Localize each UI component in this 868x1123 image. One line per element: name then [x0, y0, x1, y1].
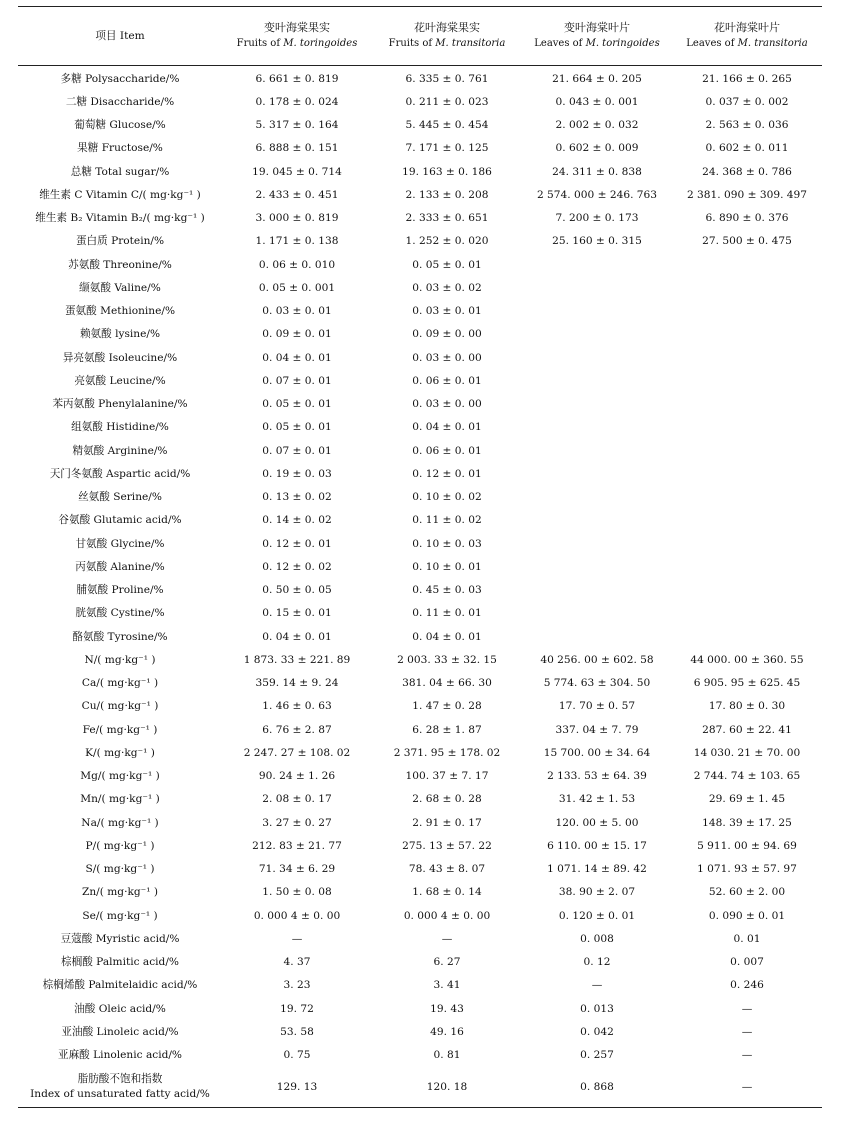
cell-leaves-toringoides: 2 133. 53 ± 64. 39 — [547, 770, 647, 783]
cell-fruits-transitoria: 2. 91 ± 0. 17 — [412, 816, 482, 829]
cell-leaves-transitoria — [672, 486, 822, 509]
header-col3-en: Leaves of M. toringoides — [534, 38, 660, 49]
cell-leaves-transitoria — [672, 439, 822, 462]
table-row — [18, 276, 822, 299]
header-fruits-transitoria — [372, 7, 522, 66]
cell-fruits-toringoides: 0. 12 ± 0. 02 — [262, 560, 332, 573]
cell-fruits-toringoides: 3. 27 ± 0. 27 — [262, 816, 332, 829]
cell-fruits-toringoides: 2. 08 ± 0. 17 — [262, 793, 332, 806]
cell-fruits-toringoides: 1. 50 ± 0. 08 — [262, 886, 332, 899]
table-row — [18, 486, 822, 509]
table-row — [18, 137, 822, 160]
cell-leaves-toringoides — [522, 253, 672, 276]
row-label: 精氨酸 Arginine/% — [72, 444, 168, 457]
cell-fruits-toringoides: 0. 000 4 ± 0. 00 — [253, 909, 341, 922]
cell-leaves-transitoria: 44 000. 00 ± 360. 55 — [690, 653, 804, 666]
cell-fruits-toringoides: 0. 04 ± 0. 01 — [262, 630, 332, 643]
table-row — [18, 997, 822, 1020]
cell-leaves-toringoides: 0. 008 — [580, 932, 614, 945]
row-label: 多糖 Polysaccharide/% — [60, 72, 180, 85]
header-col2-cn: 花叶海棠果实 — [414, 21, 480, 34]
cell-leaves-toringoides — [522, 625, 672, 648]
cell-fruits-toringoides: 90. 24 ± 1. 26 — [258, 770, 336, 783]
cell-leaves-transitoria — [672, 253, 822, 276]
cell-fruits-toringoides: 0. 05 ± 0. 01 — [262, 421, 332, 434]
row-label: 蛋白质 Protein/% — [75, 235, 165, 248]
header-col4-en: Leaves of M. transitoria — [686, 38, 808, 49]
table-row — [18, 416, 822, 439]
table-row — [18, 625, 822, 648]
table-row — [18, 718, 822, 741]
table-row — [18, 741, 822, 764]
cell-fruits-toringoides: 0. 13 ± 0. 02 — [262, 491, 332, 504]
table-row — [18, 90, 822, 113]
cell-fruits-transitoria: 0. 09 ± 0. 00 — [412, 328, 482, 341]
cell-leaves-toringoides — [522, 486, 672, 509]
table-row-unsaturated-index — [18, 1067, 822, 1108]
header-col1-cn: 变叶海棠果实 — [264, 21, 330, 34]
cell-fruits-transitoria: 2. 333 ± 0. 651 — [405, 212, 489, 225]
cell-fruits-transitoria: 3. 41 — [433, 979, 461, 992]
cell-leaves-transitoria — [672, 369, 822, 392]
cell-fruits-toringoides: 6. 661 ± 0. 819 — [255, 72, 339, 85]
row-label: 丝氨酸 Serine/% — [78, 491, 162, 504]
cell-leaves-toringoides — [522, 439, 672, 462]
row-label: 豆蔻酸 Myristic acid/% — [60, 932, 180, 945]
header-leaves-transitoria — [672, 7, 822, 66]
table-row — [18, 300, 822, 323]
cell-fruits-transitoria: 5. 445 ± 0. 454 — [405, 119, 489, 132]
cell-fruits-toringoides: 0. 04 ± 0. 01 — [262, 351, 332, 364]
cell-leaves-toringoides — [522, 462, 672, 485]
cell-leaves-toringoides: 0. 043 ± 0. 001 — [555, 95, 639, 108]
cell-leaves-transitoria — [672, 602, 822, 625]
cell-fruits-transitoria: 19. 163 ± 0. 186 — [402, 165, 492, 178]
cell-leaves-transitoria: 0. 007 — [730, 956, 764, 969]
cell-fruits-toringoides: 359. 14 ± 9. 24 — [255, 677, 339, 690]
cell-fruits-toringoides: 0. 03 ± 0. 01 — [262, 305, 332, 318]
row-label-en: Index of unsaturated fatty acid/% — [30, 1087, 210, 1100]
row-label: Fe/( mg·kg⁻¹ ) — [82, 723, 158, 736]
header-col3-cn: 变叶海棠叶片 — [564, 21, 630, 34]
cell-leaves-transitoria: 0. 037 ± 0. 002 — [705, 95, 789, 108]
cell-fruits-transitoria: 0. 11 ± 0. 02 — [412, 514, 482, 527]
table-row — [18, 579, 822, 602]
cell-fruits-transitoria: 100. 37 ± 7. 17 — [405, 770, 489, 783]
row-label: 亚油酸 Linoleic acid/% — [61, 1025, 179, 1038]
cell-leaves-transitoria — [672, 416, 822, 439]
row-label: 苏氨酸 Threonine/% — [68, 258, 172, 271]
row-label: 甘氨酸 Glycine/% — [75, 537, 165, 550]
cell-fruits-toringoides: 2 247. 27 ± 108. 02 — [243, 746, 351, 759]
header-item — [18, 7, 222, 66]
cell-fruits-toringoides: 0. 07 ± 0. 01 — [262, 444, 332, 457]
table-row — [18, 230, 822, 253]
cell-leaves-transitoria — [672, 276, 822, 299]
header-fruits-toringoides — [222, 7, 372, 66]
cell-leaves-toringoides: 24. 311 ± 0. 838 — [552, 165, 642, 178]
cell-leaves-transitoria: 52. 60 ± 2. 00 — [708, 886, 786, 899]
cell-fruits-transitoria: 19. 43 — [430, 1002, 464, 1015]
cell-fruits-toringoides: 0. 06 ± 0. 010 — [258, 258, 336, 271]
cell-leaves-toringoides: 337. 04 ± 7. 79 — [555, 723, 639, 736]
cell-fruits-transitoria: 1. 47 ± 0. 28 — [412, 700, 482, 713]
row-label: 异亮氨酸 Isoleucine/% — [62, 351, 178, 364]
cell-leaves-transitoria — [672, 555, 822, 578]
cell-fruits-transitoria: 0. 03 ± 0. 01 — [412, 305, 482, 318]
cell-fruits-toringoides: 5. 317 ± 0. 164 — [255, 119, 339, 132]
row-label: 葡萄糖 Glucose/% — [74, 119, 166, 132]
cell-leaves-transitoria — [672, 323, 822, 346]
cell-leaves-transitoria — [672, 532, 822, 555]
table-row — [18, 555, 822, 578]
nutrient-table-page — [18, 6, 822, 1108]
cell-fruits-transitoria: 120. 18 — [372, 1067, 522, 1108]
header-item-label: 项目 Item — [95, 30, 145, 42]
table-row — [18, 253, 822, 276]
cell-leaves-toringoides — [522, 509, 672, 532]
row-label: 酪氨酸 Tyrosine/% — [72, 630, 168, 643]
cell-fruits-toringoides: 19. 045 ± 0. 714 — [252, 165, 342, 178]
cell-fruits-transitoria: 0. 000 4 ± 0. 00 — [403, 909, 491, 922]
cell-fruits-toringoides: 0. 12 ± 0. 01 — [262, 537, 332, 550]
cell-leaves-transitoria: 14 030. 21 ± 70. 00 — [693, 746, 801, 759]
cell-leaves-toringoides: 40 256. 00 ± 602. 58 — [540, 653, 654, 666]
cell-leaves-toringoides: 0. 602 ± 0. 009 — [555, 142, 639, 155]
cell-fruits-toringoides: 53. 58 — [280, 1025, 314, 1038]
cell-fruits-transitoria: 0. 06 ± 0. 01 — [412, 444, 482, 457]
table-row — [18, 881, 822, 904]
row-label: Se/( mg·kg⁻¹ ) — [82, 909, 158, 922]
cell-leaves-toringoides — [522, 369, 672, 392]
cell-fruits-toringoides: 0. 75 — [283, 1049, 311, 1062]
table-row — [18, 951, 822, 974]
cell-leaves-transitoria: 17. 80 ± 0. 30 — [708, 700, 786, 713]
cell-leaves-toringoides: 15 700. 00 ± 34. 64 — [543, 746, 651, 759]
cell-fruits-toringoides: 129. 13 — [222, 1067, 372, 1108]
cell-leaves-toringoides: 0. 12 — [583, 956, 611, 969]
table-row — [18, 788, 822, 811]
cell-fruits-transitoria: 0. 06 ± 0. 01 — [412, 374, 482, 387]
table-row — [18, 439, 822, 462]
cell-fruits-toringoides: 3. 000 ± 0. 819 — [255, 212, 339, 225]
cell-leaves-transitoria: 5 911. 00 ± 94. 69 — [697, 839, 797, 852]
row-label: P/( mg·kg⁻¹ ) — [85, 839, 155, 852]
cell-leaves-toringoides — [522, 300, 672, 323]
row-label: 脯氨酸 Proline/% — [76, 584, 164, 597]
cell-fruits-transitoria: 2 003. 33 ± 32. 15 — [397, 653, 497, 666]
row-label: N/( mg·kg⁻¹ ) — [84, 653, 156, 666]
table-body — [18, 66, 822, 1108]
cell-leaves-transitoria — [672, 579, 822, 602]
nutrient-composition-table — [18, 6, 822, 1108]
cell-leaves-toringoides: 31. 42 ± 1. 53 — [558, 793, 636, 806]
row-label: 亮氨酸 Leucine/% — [74, 374, 166, 387]
row-label: 谷氨酸 Glutamic acid/% — [58, 514, 182, 527]
cell-fruits-toringoides: 6. 888 ± 0. 151 — [255, 142, 339, 155]
cell-fruits-transitoria: 0. 04 ± 0. 01 — [412, 421, 482, 434]
cell-leaves-transitoria: — — [741, 1002, 753, 1015]
cell-fruits-transitoria: 1. 68 ± 0. 14 — [412, 886, 482, 899]
cell-fruits-toringoides: 3. 23 — [283, 979, 311, 992]
cell-leaves-toringoides: 120. 00 ± 5. 00 — [555, 816, 639, 829]
row-label: 丙氨酸 Alanine/% — [75, 560, 165, 573]
cell-fruits-toringoides: 0. 05 ± 0. 01 — [262, 398, 332, 411]
cell-leaves-transitoria: 27. 500 ± 0. 475 — [702, 235, 792, 248]
table-row — [18, 183, 822, 206]
row-label: 总糖 Total sugar/% — [70, 165, 170, 178]
row-label: Ca/( mg·kg⁻¹ ) — [81, 677, 159, 690]
cell-leaves-transitoria: 21. 166 ± 0. 265 — [702, 72, 792, 85]
row-label: 油酸 Oleic acid/% — [74, 1002, 166, 1015]
cell-leaves-toringoides: 0. 013 — [580, 1002, 614, 1015]
cell-leaves-transitoria: 0. 01 — [733, 932, 761, 945]
table-row — [18, 904, 822, 927]
row-label: 赖氨酸 lysine/% — [79, 328, 161, 341]
cell-fruits-transitoria: 0. 211 ± 0. 023 — [405, 95, 489, 108]
cell-leaves-transitoria — [672, 462, 822, 485]
cell-leaves-toringoides — [522, 276, 672, 299]
cell-leaves-transitoria: 29. 69 ± 1. 45 — [708, 793, 786, 806]
cell-fruits-toringoides: 0. 14 ± 0. 02 — [262, 514, 332, 527]
row-label: Mn/( mg·kg⁻¹ ) — [80, 793, 160, 806]
table-row — [18, 369, 822, 392]
cell-leaves-toringoides: 25. 160 ± 0. 315 — [552, 235, 642, 248]
cell-fruits-transitoria: 6. 335 ± 0. 761 — [405, 72, 489, 85]
cell-fruits-toringoides: 0. 07 ± 0. 01 — [262, 374, 332, 387]
row-label: K/( mg·kg⁻¹ ) — [85, 746, 155, 759]
row-label: 天门冬氨酸 Aspartic acid/% — [49, 467, 191, 480]
row-label-cn: 脂肪酸不饱和指数 — [77, 1072, 163, 1085]
cell-fruits-transitoria: 0. 03 ± 0. 02 — [412, 281, 482, 294]
cell-leaves-toringoides — [522, 346, 672, 369]
cell-fruits-transitoria: 0. 04 ± 0. 01 — [412, 630, 482, 643]
cell-leaves-toringoides: — — [591, 979, 603, 992]
table-row — [18, 602, 822, 625]
cell-fruits-transitoria: 0. 10 ± 0. 02 — [412, 491, 482, 504]
cell-fruits-toringoides: 0. 50 ± 0. 05 — [262, 584, 332, 597]
row-label: 胱氨酸 Cystine/% — [75, 607, 165, 620]
cell-leaves-toringoides: 2. 002 ± 0. 032 — [555, 119, 639, 132]
table-row — [18, 811, 822, 834]
row-label — [18, 1067, 222, 1108]
cell-fruits-toringoides: 4. 37 — [283, 956, 311, 969]
cell-fruits-transitoria: 2 371. 95 ± 178. 02 — [393, 746, 501, 759]
cell-leaves-toringoides: 0. 868 — [522, 1067, 672, 1108]
cell-leaves-transitoria: 1 071. 93 ± 57. 97 — [697, 863, 797, 876]
cell-fruits-toringoides: 0. 09 ± 0. 01 — [262, 328, 332, 341]
row-label: 亚麻酸 Linolenic acid/% — [58, 1049, 182, 1062]
table-row — [18, 695, 822, 718]
cell-fruits-toringoides: 212. 83 ± 21. 77 — [252, 839, 342, 852]
cell-leaves-toringoides: 21. 664 ± 0. 205 — [552, 72, 642, 85]
cell-leaves-toringoides — [522, 532, 672, 555]
cell-fruits-transitoria: 275. 13 ± 57. 22 — [402, 839, 492, 852]
table-row — [18, 532, 822, 555]
cell-leaves-toringoides: 0. 120 ± 0. 01 — [558, 909, 636, 922]
cell-leaves-toringoides: 17. 70 ± 0. 57 — [558, 700, 636, 713]
cell-leaves-transitoria: 0. 602 ± 0. 011 — [705, 142, 789, 155]
cell-fruits-transitoria: 2. 68 ± 0. 28 — [412, 793, 482, 806]
cell-fruits-transitoria: 381. 04 ± 66. 30 — [402, 677, 492, 690]
cell-leaves-transitoria: 6 905. 95 ± 625. 45 — [693, 677, 801, 690]
header-col1-en: Fruits of M. toringoides — [236, 38, 358, 49]
table-row — [18, 462, 822, 485]
row-label: 果糖 Fructose/% — [77, 142, 163, 155]
table-row — [18, 393, 822, 416]
table-row — [18, 765, 822, 788]
row-label: Zn/( mg·kg⁻¹ ) — [82, 886, 158, 899]
cell-leaves-transitoria: 0. 246 — [730, 979, 764, 992]
cell-fruits-transitoria: 0. 10 ± 0. 01 — [412, 560, 482, 573]
cell-fruits-toringoides: 0. 05 ± 0. 001 — [258, 281, 336, 294]
cell-leaves-toringoides: 0. 257 — [580, 1049, 614, 1062]
cell-leaves-toringoides — [522, 323, 672, 346]
table-row — [18, 346, 822, 369]
cell-leaves-toringoides: 5 774. 63 ± 304. 50 — [543, 677, 651, 690]
row-label: 二糖 Disaccharide/% — [65, 95, 175, 108]
cell-leaves-toringoides: 38. 90 ± 2. 07 — [558, 886, 636, 899]
cell-leaves-toringoides: 7. 200 ± 0. 173 — [555, 212, 639, 225]
cell-fruits-toringoides: 6. 76 ± 2. 87 — [262, 723, 332, 736]
cell-fruits-transitoria: 0. 05 ± 0. 01 — [412, 258, 482, 271]
cell-leaves-transitoria: — — [741, 1025, 753, 1038]
cell-fruits-transitoria: 1. 252 ± 0. 020 — [405, 235, 489, 248]
row-label: 棕榈酸 Palmitic acid/% — [61, 956, 179, 969]
cell-leaves-transitoria — [672, 625, 822, 648]
cell-fruits-transitoria: 0. 45 ± 0. 03 — [412, 584, 482, 597]
cell-leaves-transitoria: 148. 39 ± 17. 25 — [702, 816, 792, 829]
cell-leaves-transitoria — [672, 346, 822, 369]
row-label: 棕榈烯酸 Palmitelaidic acid/% — [42, 979, 198, 992]
table-row — [18, 1044, 822, 1067]
cell-leaves-transitoria — [672, 300, 822, 323]
cell-leaves-toringoides: 6 110. 00 ± 15. 17 — [547, 839, 647, 852]
cell-fruits-transitoria: 49. 16 — [430, 1025, 464, 1038]
table-row — [18, 323, 822, 346]
cell-fruits-transitoria: 2. 133 ± 0. 208 — [405, 188, 489, 201]
table-row — [18, 207, 822, 230]
cell-leaves-toringoides — [522, 416, 672, 439]
cell-fruits-toringoides: 19. 72 — [280, 1002, 314, 1015]
row-label: Na/( mg·kg⁻¹ ) — [81, 816, 159, 829]
table-row — [18, 509, 822, 532]
table-row — [18, 1020, 822, 1043]
table-row — [18, 974, 822, 997]
cell-fruits-toringoides: 0. 178 ± 0. 024 — [255, 95, 339, 108]
cell-fruits-transitoria: 0. 03 ± 0. 00 — [412, 351, 482, 364]
cell-fruits-toringoides: 0. 19 ± 0. 03 — [262, 467, 332, 480]
cell-leaves-transitoria — [672, 509, 822, 532]
cell-leaves-transitoria: 2 744. 74 ± 103. 65 — [693, 770, 801, 783]
cell-fruits-toringoides: — — [291, 932, 303, 945]
cell-leaves-transitoria: 2. 563 ± 0. 036 — [705, 119, 789, 132]
table-header-row — [18, 7, 822, 66]
cell-leaves-transitoria: 6. 890 ± 0. 376 — [705, 212, 789, 225]
table-row — [18, 160, 822, 183]
cell-leaves-transitoria: — — [672, 1067, 822, 1108]
cell-leaves-transitoria — [672, 393, 822, 416]
table-row — [18, 114, 822, 137]
cell-fruits-toringoides: 2. 433 ± 0. 451 — [255, 188, 339, 201]
row-label: Mg/( mg·kg⁻¹ ) — [80, 770, 160, 783]
cell-fruits-transitoria: 0. 03 ± 0. 00 — [412, 398, 482, 411]
row-label: Cu/( mg·kg⁻¹ ) — [81, 700, 159, 713]
cell-fruits-transitoria: 0. 11 ± 0. 01 — [412, 607, 482, 620]
cell-leaves-toringoides — [522, 602, 672, 625]
cell-fruits-toringoides: 0. 15 ± 0. 01 — [262, 607, 332, 620]
cell-leaves-toringoides — [522, 579, 672, 602]
table-row — [18, 858, 822, 881]
table-row — [18, 66, 822, 91]
cell-fruits-toringoides: 71. 34 ± 6. 29 — [258, 863, 336, 876]
row-label: 苯丙氨酸 Phenylalanine/% — [52, 398, 188, 411]
cell-leaves-transitoria: 0. 090 ± 0. 01 — [708, 909, 786, 922]
cell-leaves-transitoria: 24. 368 ± 0. 786 — [702, 165, 792, 178]
cell-fruits-transitoria: 78. 43 ± 8. 07 — [408, 863, 486, 876]
row-label: 蛋氨酸 Methionine/% — [64, 305, 176, 318]
cell-leaves-toringoides: 1 071. 14 ± 89. 42 — [547, 863, 647, 876]
cell-leaves-toringoides: 2 574. 000 ± 246. 763 — [536, 188, 658, 201]
cell-leaves-toringoides — [522, 393, 672, 416]
cell-fruits-transitoria: 6. 27 — [433, 956, 461, 969]
header-col2-en: Fruits of M. transitoria — [388, 38, 506, 49]
row-label: 维生素 C Vitamin C/( mg·kg⁻¹ ) — [39, 188, 201, 201]
row-label: 维生素 B₂ Vitamin B₂/( mg·kg⁻¹ ) — [35, 212, 205, 225]
cell-leaves-toringoides: 0. 042 — [580, 1025, 614, 1038]
row-label: 缬氨酸 Valine/% — [79, 281, 161, 294]
header-leaves-toringoides — [522, 7, 672, 66]
row-label: 组氨酸 Histidine/% — [71, 421, 169, 434]
cell-leaves-transitoria: 287. 60 ± 22. 41 — [702, 723, 792, 736]
cell-leaves-toringoides — [522, 555, 672, 578]
table-row — [18, 927, 822, 950]
cell-leaves-transitoria: — — [741, 1049, 753, 1062]
cell-fruits-transitoria: 6. 28 ± 1. 87 — [412, 723, 482, 736]
cell-fruits-transitoria: 0. 10 ± 0. 03 — [412, 537, 482, 550]
row-label: S/( mg·kg⁻¹ ) — [85, 863, 155, 876]
cell-fruits-transitoria: 0. 12 ± 0. 01 — [412, 467, 482, 480]
header-col4-cn: 花叶海棠叶片 — [714, 21, 780, 34]
cell-fruits-toringoides: 1. 46 ± 0. 63 — [262, 700, 332, 713]
table-row — [18, 834, 822, 857]
cell-fruits-transitoria: 0. 81 — [433, 1049, 461, 1062]
cell-fruits-transitoria: — — [441, 932, 453, 945]
cell-fruits-transitoria: 7. 171 ± 0. 125 — [405, 142, 489, 155]
table-row — [18, 648, 822, 671]
cell-leaves-transitoria: 2 381. 090 ± 309. 497 — [686, 188, 808, 201]
cell-fruits-toringoides: 1. 171 ± 0. 138 — [255, 235, 339, 248]
cell-fruits-toringoides: 1 873. 33 ± 221. 89 — [243, 653, 351, 666]
table-row — [18, 672, 822, 695]
